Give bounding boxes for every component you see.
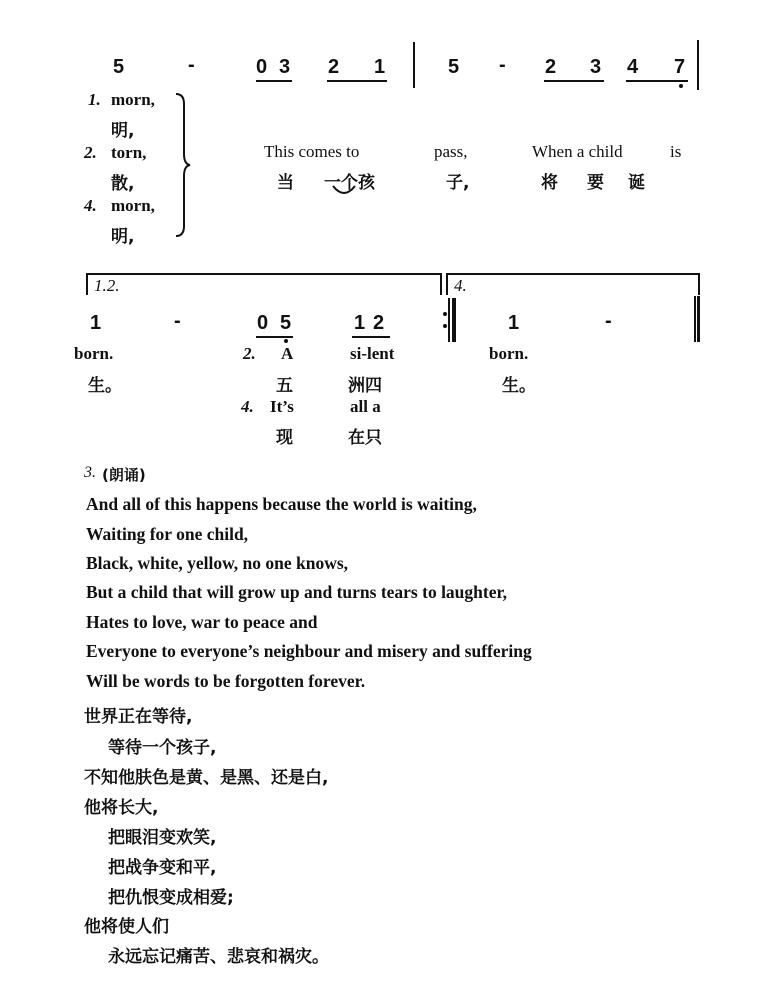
note: 1	[374, 56, 386, 78]
lyric-en: When a child	[532, 142, 623, 161]
note: 5	[113, 56, 125, 78]
poem-line-zh: 把仇恨变成相爱;	[108, 888, 234, 908]
verse-number: 4.	[241, 397, 254, 416]
note: 5	[448, 56, 460, 78]
poem-line-en: Black, white, yellow, no one knows,	[86, 553, 349, 573]
note: 0	[257, 312, 269, 334]
lyric-en: born.	[74, 344, 114, 363]
verse-number: 4.	[84, 196, 97, 215]
lyric-zh: 明,	[111, 227, 135, 247]
poem-line-en: But a child that will grow up and turns tears to laughter,	[86, 582, 508, 602]
lyric-en: pass,	[434, 142, 468, 161]
eighth-underline	[626, 80, 688, 82]
eighth-underline	[256, 80, 292, 82]
recitation-heading: (朗诵)	[102, 466, 146, 484]
lyric-en: It’s	[270, 397, 294, 416]
lyric-zh: 生。	[502, 376, 536, 396]
eighth-underline	[327, 80, 387, 82]
final-barline-thick	[697, 296, 700, 342]
lyric-zh: 在只	[348, 428, 382, 448]
recitation-verse-number: 3.	[84, 464, 96, 481]
poem-line-en: Hates to love, war to peace and	[86, 612, 318, 632]
poem-line-en: And all of this happens because the world is waiting,	[86, 494, 477, 514]
lyric-en: torn,	[111, 143, 147, 162]
lyric-zh: 生。	[88, 376, 122, 396]
lyric-zh: 诞	[628, 173, 645, 193]
lyric-zh: 散,	[111, 174, 135, 194]
poem-line-zh: 把战争变和平,	[108, 858, 217, 878]
repeat-barline	[452, 298, 456, 342]
poem-line-en: Will be words to be forgotten forever.	[86, 671, 366, 691]
lyric-zh: 一个孩	[324, 173, 375, 193]
lyric-zh: 五	[276, 376, 293, 396]
lower-octave-dot	[679, 84, 683, 88]
lyric-zh: 洲四	[348, 376, 382, 396]
volta-label: 4.	[454, 276, 467, 295]
lyric-en: morn,	[111, 90, 155, 109]
barline	[413, 42, 415, 88]
verse-number: 1.	[88, 90, 101, 109]
final-barline-thin	[694, 296, 696, 342]
poem-line-zh: 他将使人们	[84, 917, 169, 937]
lyric-zh: 当	[277, 173, 294, 193]
lyric-zh: 要	[587, 173, 604, 193]
eighth-underline	[544, 80, 604, 82]
barline	[448, 298, 450, 342]
eighth-underline	[352, 336, 390, 338]
lyric-en: born.	[489, 344, 529, 363]
lyric-en: si-lent	[350, 344, 395, 363]
note: 7	[674, 56, 686, 78]
volta-bracket-2	[446, 273, 700, 295]
lyric-en: A	[281, 344, 294, 363]
lyric-zh: 明,	[111, 121, 135, 141]
lyric-zh: 子,	[446, 173, 470, 193]
volta-bracket-1	[86, 273, 442, 295]
poem-line-en: Waiting for one child,	[86, 524, 249, 544]
verse-brace-icon	[172, 92, 192, 238]
dash-hold: -	[605, 310, 612, 332]
barline	[697, 40, 699, 90]
lyric-en: all a	[350, 397, 381, 416]
poem-line-zh: 世界正在等待,	[84, 707, 193, 727]
dash-hold: -	[499, 54, 506, 76]
dash-hold: -	[188, 54, 195, 76]
repeat-dot	[443, 312, 447, 316]
note: 2	[545, 56, 557, 78]
verse-number: 2.	[84, 143, 97, 162]
note: 1	[354, 312, 366, 334]
lyric-zh: 将	[541, 173, 558, 193]
dash-hold: -	[174, 310, 181, 332]
poem-line-zh: 把眼泪变欢笑,	[108, 828, 217, 848]
lyric-en: morn,	[111, 196, 155, 215]
repeat-dot	[443, 324, 447, 328]
lower-octave-dot	[284, 339, 288, 343]
note: 2	[373, 312, 385, 334]
note: 3	[590, 56, 602, 78]
poem-line-zh: 不知他肤色是黄、是黑、还是白,	[84, 768, 329, 788]
note: 2	[328, 56, 340, 78]
note: 5	[280, 312, 292, 334]
lyric-zh: 现	[276, 428, 293, 448]
poem-line-zh: 他将长大,	[84, 798, 159, 818]
poem-line-en: Everyone to everyone’s neighbour and misery and suffering	[86, 641, 532, 661]
lyric-en: is	[670, 142, 682, 161]
note: 1	[508, 312, 520, 334]
slur-icon	[331, 184, 357, 198]
volta-label: 1.2.	[94, 276, 120, 295]
poem-line-zh: 等待一个孩子,	[108, 738, 217, 758]
lyric-en: This comes to	[264, 142, 360, 161]
note: 0	[256, 56, 268, 78]
verse-number: 2.	[243, 344, 256, 363]
note: 4	[627, 56, 639, 78]
note: 1	[90, 312, 102, 334]
eighth-underline	[256, 336, 293, 338]
note: 3	[279, 56, 291, 78]
poem-line-zh: 永远忘记痛苦、悲哀和祸灾。	[108, 947, 329, 967]
